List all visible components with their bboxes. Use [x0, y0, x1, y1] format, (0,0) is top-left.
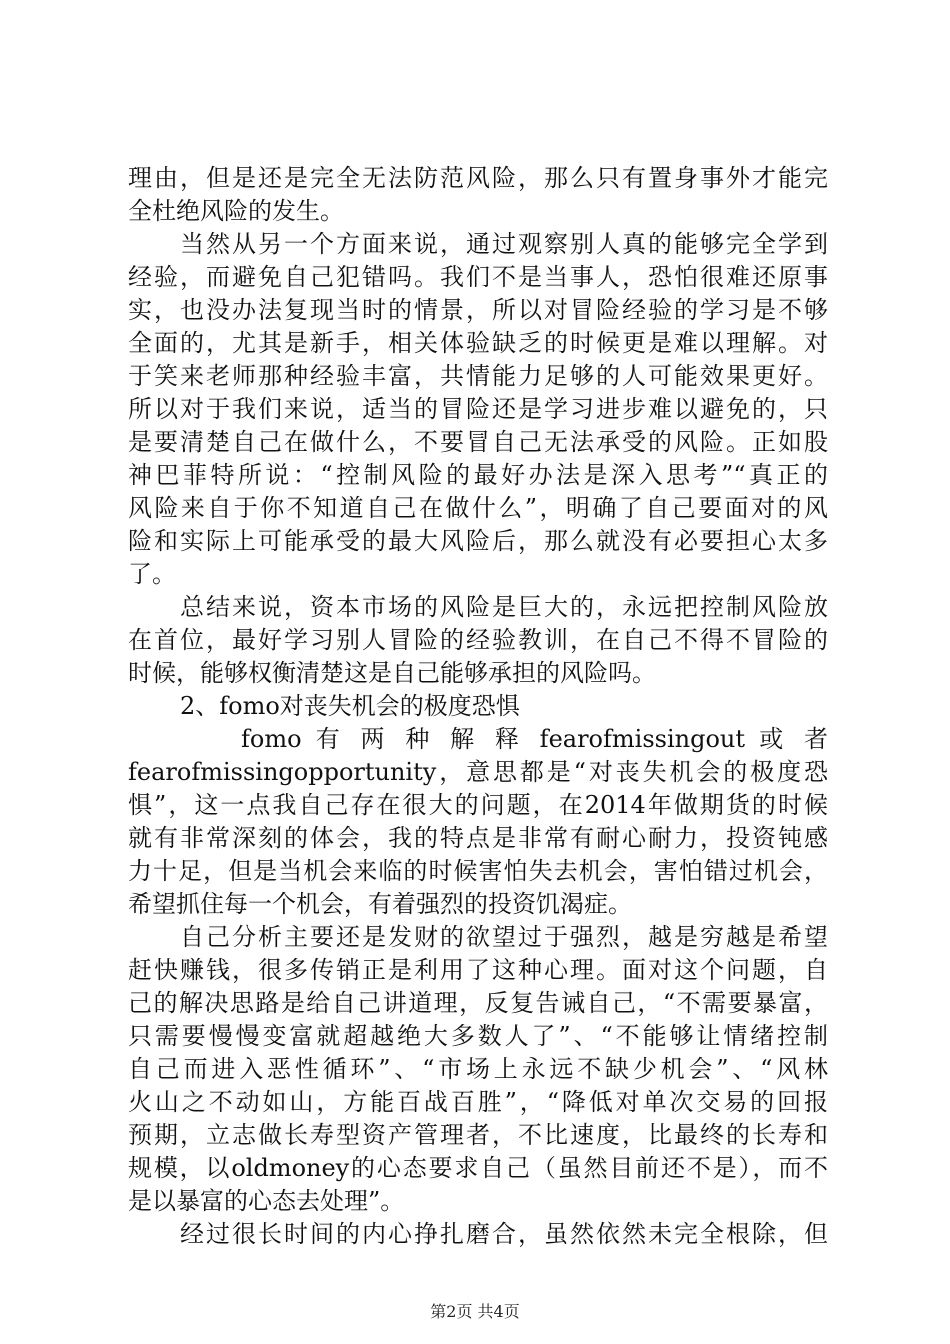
text-line: 于笑来老师那种经验丰富，共情能力足够的人可能效果更好。	[128, 362, 828, 390]
paragraph-start-line: 当然从另一个方面来说，通过观察别人真的能够完全学到	[180, 230, 828, 258]
section-heading: 2、fomo对丧失机会的极度恐惧	[180, 692, 520, 720]
text-line: 只需要慢慢变富就超越绝大多数人了”、“不能够让情绪控制	[128, 1022, 828, 1050]
text-line: 所以对于我们来说，适当的冒险还是学习进步难以避免的，只	[128, 395, 828, 423]
text-line: 神巴菲特所说：“控制风险的最好办法是深入思考”“真正的	[128, 461, 828, 489]
text-line: 经验，而避免自己犯错吗。我们不是当事人，恐怕很难还原事	[128, 263, 828, 291]
text-line: 希望抓住每一个机会，有着强烈的投资饥渴症。	[128, 890, 632, 918]
text-line: 时候，能够权衡清楚这是自己能够承担的风险吗。	[128, 659, 656, 687]
document-body	[128, 162, 828, 1251]
paragraph-start-line: 经过很长时间的内心挣扎磨合，虽然依然未完全根除，但	[180, 1220, 828, 1248]
text-line: 规模，以oldmoney的心态要求自己（虽然目前还不是），而不	[128, 1154, 828, 1182]
paragraph-start-line: 自己分析主要还是发财的欲望过于强烈，越是穷越是希望	[180, 923, 828, 951]
text-line: 在首位，最好学习别人冒险的经验教训，在自己不得不冒险的	[128, 626, 828, 654]
text-line: 力十足，但是当机会来临的时候害怕失去机会，害怕错过机会，	[128, 857, 828, 885]
text-line: 是要清楚自己在做什么，不要冒自己无法承受的风险。正如股	[128, 428, 828, 456]
text-line: 自己而进入恶性循环”、“市场上永远不缺少机会”、“风林	[128, 1055, 828, 1083]
text-line: 风险来自于你不知道自己在做什么”，明确了自己要面对的风	[128, 494, 828, 522]
text-line: 赶快赚钱，很多传销正是利用了这种心理。面对这个问题，自	[128, 956, 828, 984]
text-line: 预期，立志做长寿型资产管理者，不比速度，比最终的长寿和	[128, 1121, 828, 1149]
text-line: 实，也没办法复现当时的情景，所以对冒险经验的学习是不够	[128, 296, 828, 324]
text-line: 理由，但是还是完全无法防范风险，那么只有置身事外才能完	[128, 164, 828, 192]
text-line: 就有非常深刻的体会，我的特点是非常有耐心耐力，投资钝感	[128, 824, 828, 852]
text-line: 全面的，尤其是新手，相关体验缺乏的时候更是难以理解。对	[128, 329, 828, 357]
text-line: 惧”，这一点我自己存在很大的问题，在2014年做期货的时候	[128, 791, 828, 819]
text-line: 险和实际上可能承受的最大风险后，那么就没有必要担心太多	[128, 527, 828, 555]
text-line: 己的解决思路是给自己讲道理，反复告诫自己，“不需要暴富，	[128, 989, 828, 1017]
text-line: 火山之不动如山，方能百战百胜”，“降低对单次交易的回报	[128, 1088, 828, 1116]
paragraph-start-line: fomo 有 两 种 解 释 fearofmissingout 或 者	[241, 725, 828, 753]
text-line: 了。	[128, 560, 176, 588]
text-line: 全杜绝风险的发生。	[128, 197, 344, 225]
text-line: fearofmissingopportunity，意思都是“对丧失机会的极度恐	[128, 758, 828, 786]
paragraph-start-line: 总结来说，资本市场的风险是巨大的，永远把控制风险放	[180, 593, 828, 621]
text-line: 是以暴富的心态去处理”。	[128, 1187, 405, 1215]
page-number-footer: 第2页 共4页	[430, 1302, 520, 1321]
